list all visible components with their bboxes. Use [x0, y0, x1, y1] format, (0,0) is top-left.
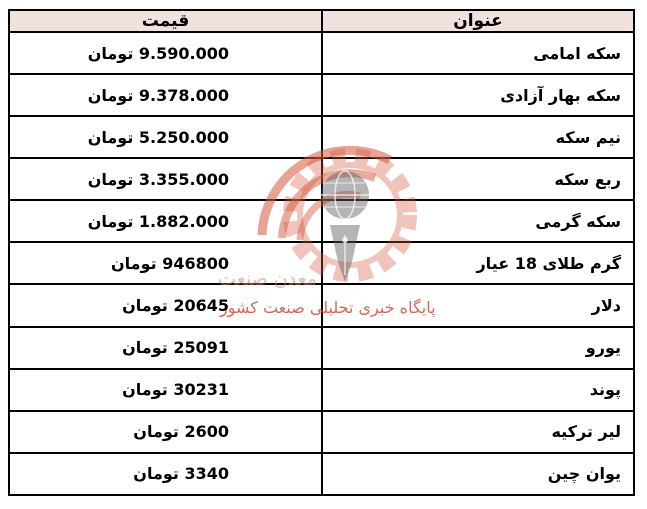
table-row: [9, 453, 634, 495]
header-price: قیمت: [9, 10, 322, 32]
row-price: 9.378.000 تومان: [9, 74, 322, 116]
table-row: [9, 411, 634, 453]
row-price: 1.882.000 تومان: [9, 200, 322, 242]
row-price: 946800 تومان: [9, 242, 322, 284]
row-price: 3.355.000 تومان: [9, 158, 322, 200]
table-row: [9, 116, 634, 158]
table-row: [9, 327, 634, 369]
row-title: یوان چین: [322, 453, 634, 495]
price-table: [8, 9, 635, 496]
row-price: 25091 تومان: [9, 327, 322, 369]
row-price: 9.590.000 تومان: [9, 32, 322, 74]
row-title: ربع سکه: [322, 158, 634, 200]
watermark-brand: معدن صنعت: [218, 268, 317, 290]
table-row: [9, 200, 634, 242]
row-price: 2600 تومان: [9, 411, 322, 453]
row-title: سکه گرمی: [322, 200, 634, 242]
row-title: گرم طلای 18 عیار: [322, 242, 634, 284]
row-price: 3340 تومان: [9, 453, 322, 495]
row-price: 5.250.000 تومان: [9, 116, 322, 158]
header-title: عنوان: [322, 10, 634, 32]
row-price: 20645 تومان: [9, 284, 322, 326]
table-row: [9, 242, 634, 284]
row-title: سکه امامی: [322, 32, 634, 74]
row-title: پوند: [322, 369, 634, 411]
row-title: سکه بهار آزادی: [322, 74, 634, 116]
row-price: 30231 تومان: [9, 369, 322, 411]
row-title: دلار: [322, 284, 634, 326]
table-row: [9, 284, 634, 326]
table-row: [9, 369, 634, 411]
row-title: نیم سکه: [322, 116, 634, 158]
row-title: لیر ترکیه: [322, 411, 634, 453]
watermark-tagline: پایگاه خبری تحلیلی صنعت کشور: [220, 298, 436, 317]
table-row: [9, 158, 634, 200]
row-title: یورو: [322, 327, 634, 369]
table-header-row: [9, 10, 634, 32]
table-row: [9, 32, 634, 74]
table-row: [9, 74, 634, 116]
